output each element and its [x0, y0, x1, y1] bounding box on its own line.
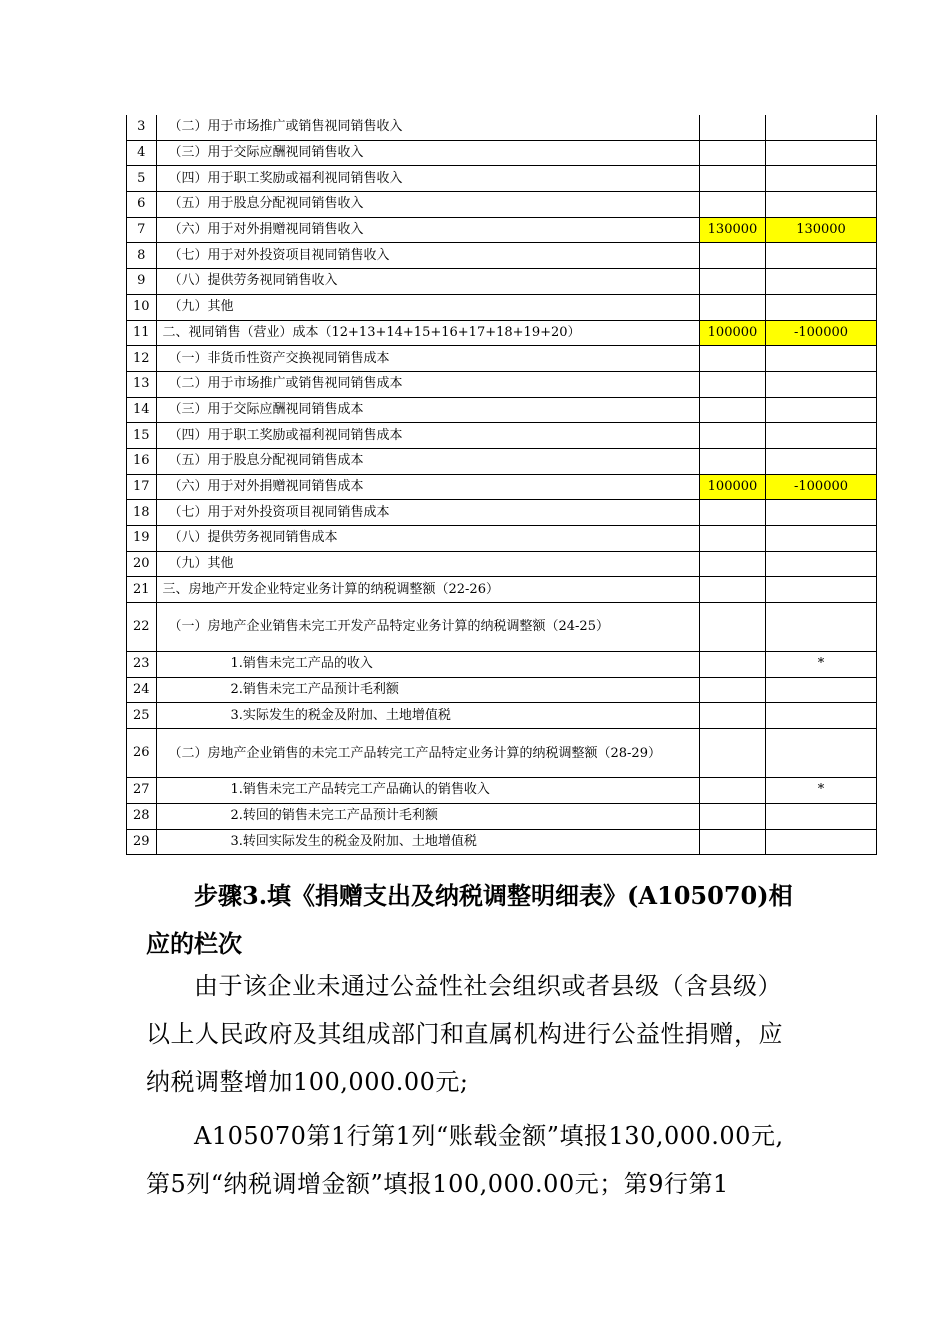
row-description-text: （二）房地产企业销售的未完工产品转完工产品特定业务计算的纳税调整额（28-29） — [168, 745, 661, 761]
row-description-cell — [156, 474, 699, 500]
row-description-cell — [156, 577, 699, 603]
row-description-cell — [156, 703, 699, 729]
adjustment-amount-cell — [766, 115, 877, 140]
row-description-text: （四）用于职工奖励或福利视同销售收入 — [168, 170, 403, 186]
book-amount-cell — [699, 397, 765, 423]
table-row — [127, 243, 877, 269]
paragraph-line: 由于该企业未通过公益性社会组织或者县级（含县级） — [194, 972, 782, 1000]
book-amount-cell — [699, 243, 765, 269]
adjustment-amount-cell — [766, 500, 877, 526]
book-amount-cell — [699, 729, 765, 778]
row-description-cell — [156, 500, 699, 526]
row-description-text: 三、房地产开发企业特定业务计算的纳税调整额（22-26） — [162, 581, 499, 597]
table-row — [127, 778, 877, 804]
row-description-cell — [156, 778, 699, 804]
row-number-cell: 16 — [127, 448, 157, 474]
row-number-cell: 15 — [127, 423, 157, 449]
row-description-cell — [156, 677, 699, 703]
row-number-cell: 6 — [127, 192, 157, 218]
row-description-text: （五）用于股息分配视同销售成本 — [168, 453, 364, 469]
row-description-cell — [156, 217, 699, 243]
adjustment-amount-cell: * — [766, 652, 877, 678]
row-description-cell — [156, 269, 699, 295]
book-amount-cell — [699, 577, 765, 603]
row-number-cell: 10 — [127, 294, 157, 320]
table-row — [127, 320, 877, 346]
row-description-cell — [156, 166, 699, 192]
adjustment-amount-cell — [766, 603, 877, 652]
adjustment-amount-cell — [766, 551, 877, 577]
adjustment-amount-cell — [766, 803, 877, 829]
adjustment-amount-cell — [766, 703, 877, 729]
table-row — [127, 269, 877, 295]
book-amount-cell — [699, 829, 765, 855]
table-row — [127, 526, 877, 552]
table-row — [127, 397, 877, 423]
adjustment-amount-cell — [766, 269, 877, 295]
adjustment-amount-cell — [766, 577, 877, 603]
row-description-text: （三）用于交际应酬视同销售收入 — [168, 145, 364, 161]
row-description-cell — [156, 829, 699, 855]
paragraph-line: A105070第1行第1列“账载金额”填报130,000.00元, — [194, 1122, 784, 1150]
row-description-cell — [156, 729, 699, 778]
adjustment-amount-cell — [766, 243, 877, 269]
book-amount-cell — [699, 803, 765, 829]
row-number-cell: 19 — [127, 526, 157, 552]
row-number-cell: 29 — [127, 829, 157, 855]
adjustment-amount-cell: 130000 — [766, 217, 877, 243]
row-number-cell: 12 — [127, 346, 157, 372]
row-description-cell — [156, 115, 699, 140]
row-description-text: （六）用于对外捐赠视同销售收入 — [168, 222, 364, 238]
adjustment-amount-cell: -100000 — [766, 474, 877, 500]
row-description-text: 3.实际发生的税金及附加、土地增值税 — [230, 707, 451, 723]
row-number-cell: 18 — [127, 500, 157, 526]
table-row — [127, 448, 877, 474]
row-description-cell — [156, 192, 699, 218]
table-body — [127, 115, 877, 855]
table-row — [127, 346, 877, 372]
row-description-cell — [156, 603, 699, 652]
table-row — [127, 371, 877, 397]
paragraph-line: 以上人民政府及其组成部门和直属机构进行公益性捐赠，应 — [146, 1020, 783, 1048]
book-amount-cell — [699, 423, 765, 449]
paragraph-line: 纳税调整增加100,000.00元; — [146, 1068, 469, 1096]
row-number-cell: 5 — [127, 166, 157, 192]
paragraph-line: 第5列“纳税调增金额”填报100,000.00元；第9行第1 — [146, 1170, 729, 1198]
table-row — [127, 192, 877, 218]
row-number-cell: 3 — [127, 115, 157, 140]
row-description-text: （一）房地产企业销售未完工开发产品特定业务计算的纳税调整额（24-25） — [168, 619, 609, 635]
table-row — [127, 166, 877, 192]
table-row — [127, 729, 877, 778]
table-row — [127, 577, 877, 603]
book-amount-cell — [699, 269, 765, 295]
table-row — [127, 677, 877, 703]
book-amount-cell — [699, 371, 765, 397]
row-description-cell — [156, 652, 699, 678]
book-amount-cell — [699, 778, 765, 804]
row-number-cell: 13 — [127, 371, 157, 397]
adjustment-amount-cell — [766, 448, 877, 474]
table-row — [127, 294, 877, 320]
adjustment-amount-cell — [766, 829, 877, 855]
book-amount-cell — [699, 500, 765, 526]
book-amount-cell — [699, 140, 765, 166]
row-number-cell: 21 — [127, 577, 157, 603]
book-amount-cell — [699, 603, 765, 652]
step-heading-line: 步骤3.填《捐赠支出及纳税调整明细表》(A105070)相 — [194, 881, 793, 910]
book-amount-cell — [699, 677, 765, 703]
row-description-text: （二）用于市场推广或销售视同销售成本 — [168, 376, 403, 392]
tax-adjustment-table — [126, 115, 877, 855]
row-number-cell: 17 — [127, 474, 157, 500]
row-number-cell: 14 — [127, 397, 157, 423]
adjustment-amount-cell — [766, 397, 877, 423]
adjustment-amount-cell — [766, 294, 877, 320]
adjustment-amount-cell: * — [766, 778, 877, 804]
table-row — [127, 500, 877, 526]
table-row — [127, 423, 877, 449]
adjustment-amount-cell — [766, 192, 877, 218]
adjustment-amount-cell — [766, 346, 877, 372]
adjustment-amount-cell — [766, 166, 877, 192]
table-row — [127, 474, 877, 500]
row-description-cell — [156, 448, 699, 474]
row-description-cell — [156, 397, 699, 423]
row-description-cell — [156, 140, 699, 166]
row-description-text: 3.转回实际发生的税金及附加、土地增值税 — [230, 833, 477, 849]
adjustment-amount-cell — [766, 677, 877, 703]
book-amount-cell — [699, 346, 765, 372]
row-number-cell: 9 — [127, 269, 157, 295]
row-description-text: （八）提供劳务视同销售成本 — [168, 530, 338, 546]
adjustment-amount-cell — [766, 526, 877, 552]
table-row — [127, 217, 877, 243]
adjustment-amount-cell — [766, 140, 877, 166]
fill-instruction-paragraph — [146, 1112, 806, 1208]
table-row — [127, 652, 877, 678]
row-number-cell: 22 — [127, 603, 157, 652]
row-number-cell: 20 — [127, 551, 157, 577]
row-description-text: 1.销售未完工产品转完工产品确认的销售收入 — [230, 782, 490, 798]
row-description-cell — [156, 243, 699, 269]
book-amount-cell — [699, 551, 765, 577]
table-row — [127, 803, 877, 829]
book-amount-cell — [699, 115, 765, 140]
explanation-paragraph — [146, 962, 806, 1106]
row-number-cell: 8 — [127, 243, 157, 269]
row-number-cell: 23 — [127, 652, 157, 678]
row-number-cell: 24 — [127, 677, 157, 703]
adjustment-amount-cell: -100000 — [766, 320, 877, 346]
row-number-cell: 11 — [127, 320, 157, 346]
book-amount-cell — [699, 166, 765, 192]
book-amount-cell — [699, 294, 765, 320]
row-description-text: （二）用于市场推广或销售视同销售收入 — [168, 119, 403, 135]
row-description-text: （六）用于对外捐赠视同销售成本 — [168, 478, 364, 494]
book-amount-cell: 130000 — [699, 217, 765, 243]
row-description-cell — [156, 526, 699, 552]
row-description-cell — [156, 346, 699, 372]
table-row — [127, 551, 877, 577]
adjustment-amount-cell — [766, 729, 877, 778]
row-description-text: （三）用于交际应酬视同销售成本 — [168, 401, 364, 417]
table-row — [127, 829, 877, 855]
row-description-text: （一）非货币性资产交换视同销售成本 — [168, 350, 390, 366]
table-row — [127, 115, 877, 140]
row-description-text: （八）提供劳务视同销售收入 — [168, 273, 338, 289]
row-description-text: 二、视同销售（营业）成本（12+13+14+15+16+17+18+19+20） — [162, 324, 581, 340]
step-heading — [146, 872, 816, 968]
adjustment-amount-cell — [766, 423, 877, 449]
row-number-cell: 27 — [127, 778, 157, 804]
book-amount-cell — [699, 526, 765, 552]
row-description-text: （九）其他 — [168, 299, 234, 315]
row-description-cell — [156, 294, 699, 320]
row-description-text: （九）其他 — [168, 556, 234, 572]
adjustment-amount-cell — [766, 371, 877, 397]
table-row — [127, 603, 877, 652]
row-description-cell — [156, 423, 699, 449]
row-description-text: 2.销售未完工产品预计毛利额 — [230, 682, 399, 698]
book-amount-cell — [699, 448, 765, 474]
row-number-cell: 7 — [127, 217, 157, 243]
row-description-text: 1.销售未完工产品的收入 — [230, 656, 373, 672]
book-amount-cell — [699, 652, 765, 678]
row-description-text: （五）用于股息分配视同销售收入 — [168, 196, 364, 212]
table-row — [127, 140, 877, 166]
row-description-text: （七）用于对外投资项目视同销售成本 — [168, 504, 390, 520]
row-description-text: （四）用于职工奖励或福利视同销售成本 — [168, 427, 403, 443]
step-heading-line: 应的栏次 — [146, 929, 242, 958]
book-amount-cell — [699, 703, 765, 729]
row-description-cell — [156, 320, 699, 346]
row-description-cell — [156, 371, 699, 397]
row-number-cell: 28 — [127, 803, 157, 829]
book-amount-cell — [699, 192, 765, 218]
table-row — [127, 703, 877, 729]
row-number-cell: 26 — [127, 729, 157, 778]
book-amount-cell: 100000 — [699, 474, 765, 500]
row-number-cell: 25 — [127, 703, 157, 729]
row-description-text: （七）用于对外投资项目视同销售收入 — [168, 247, 390, 263]
row-description-cell — [156, 803, 699, 829]
row-description-cell — [156, 551, 699, 577]
row-description-text: 2.转回的销售未完工产品预计毛利额 — [230, 808, 438, 824]
book-amount-cell: 100000 — [699, 320, 765, 346]
row-number-cell: 4 — [127, 140, 157, 166]
